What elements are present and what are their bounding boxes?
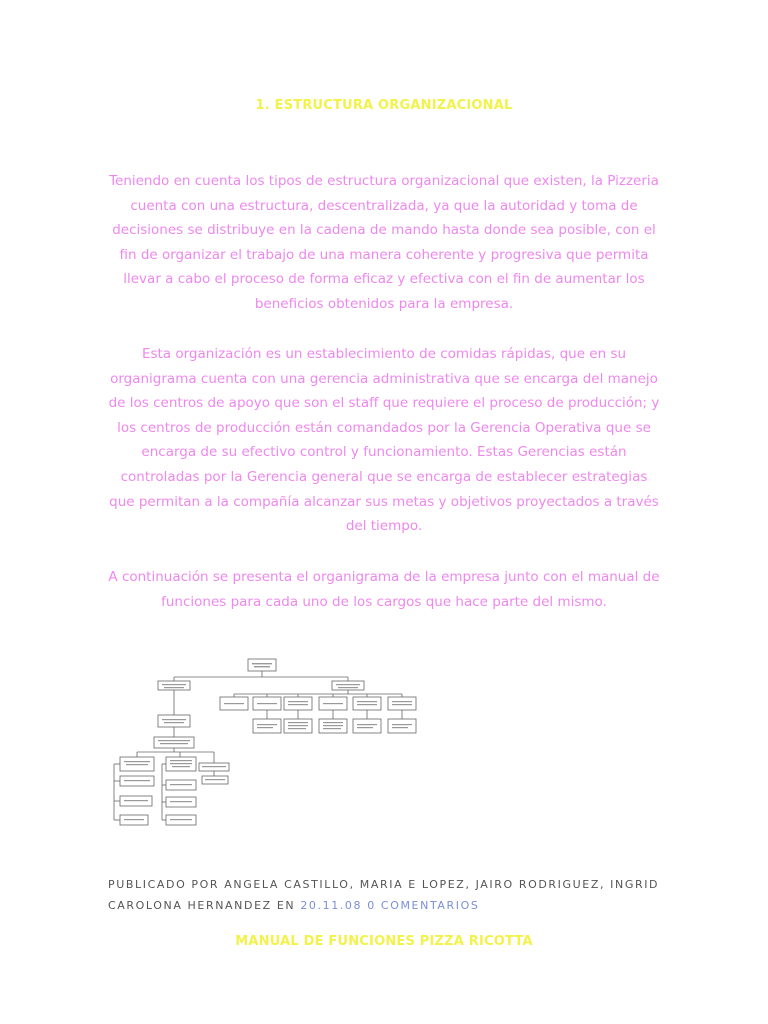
paragraph: Esta organización es un establecimiento de comidas rápidas, que en su organigrama cuenta con una gerencia administrativa que se encarga del manejo de los centros de apoyo que son el staff que requiere el proceso de producción; y los centros de producción están comandados por la Gerencia Operativa que se encarga de su efectivo control y funcionamiento. Estas Gerencias están controladas por la Gerencia general que se encarga de establecer estrategias que permitan a la compañía alcanzar sus metas y objetivos proyectados a través del tiempo.: [108, 346, 660, 535]
paragraph: Teniendo en cuenta los tipos de estructura organizacional que existen, la Pizzeria cuenta con una estructura, descentralizada, ya que la autoridad y toma de decisiones se distribuye en la cadena de mando hasta donde sea posible, con el fin de organizar el trabajo de una manera coherente y progresiva que permita llevar a cabo el proceso de forma eficaz y efectiva con el fin de aumentar los beneficios obtenidos para la empresa.: [109, 173, 659, 312]
section-title: 1. ESTRUCTURA ORGANIZACIONAL: [255, 98, 513, 113]
post-date-link[interactable]: 20.11.08: [300, 899, 363, 912]
post-footer: [108, 874, 668, 916]
comments-link[interactable]: 0 COMENTARIOS: [367, 899, 480, 912]
org-chart-image: [110, 655, 430, 831]
next-post-title[interactable]: MANUAL DE FUNCIONES PIZZA RICOTTA: [235, 934, 533, 949]
posted-by-text: PUBLICADO POR ANGELA CASTILLO, MARIA E LOPEZ, JAIRO RODRIGUEZ, INGRID CAROLONA HERNANDEZ EN: [108, 878, 660, 912]
paragraph: A continuación se presenta el organigrama de la empresa junto con el manual de funciones para cada uno de los cargos que hace parte del mismo.: [108, 569, 660, 610]
